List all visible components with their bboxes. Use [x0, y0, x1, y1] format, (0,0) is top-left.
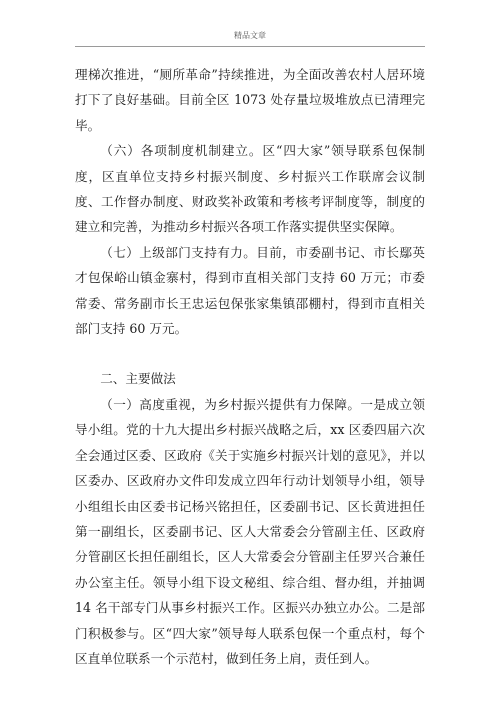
paragraph-superior-support: （七）上级部门支持有力。目前，市委副书记、市长鄢英才包保峪山镇金寨村，得到市直相关部门支持 60 万元；市委常委、常务副市长王忠运包保张家集镇邵棚村，得到市直相关部门支持 60 万元。: [75, 244, 425, 337]
section-heading-main-practices: 二、主要做法: [100, 371, 176, 387]
paragraph-continuation: 理梯次推进，“厕所革命”持续推进，为全面改善农村人居环境打下了良好基础。目前全区 1073 处存量垃圾堆放点已清理完毕。: [75, 67, 425, 133]
page-header: [75, 0, 425, 47]
section-gap: [75, 341, 425, 366]
paragraph-system-mechanism: （六）各项制度机制建立。区“四大家”领导联系包保制度，区直单位支持乡村振兴制度、乡村振兴工作联席会议制度、工作督办制度、财政奖补政策和考核考评制度等，制度的建立和完善，为推动乡村振兴各项工作落实提供坚实保障。: [75, 143, 425, 235]
document-body: [75, 62, 425, 671]
paragraph-high-attention: （一）高度重视，为乡村振兴提供有力保障。一是成立领导小组。党的十九大提出乡村振兴战略之后，xx 区委四届六次全会通过区委、区政府《关于实施乡村振兴计划的意见》，并以区委办、区政府办文件印发成立四年行动计划领导小组，领导小组组长由区委书记杨兴铭担任，区委副书记、区长黄进担任第一副组长，区委副书记、区人大常委会分管副主任、区政府分管副区长担任副组长，区人大常委会分管副主任罗兴合兼任办公室主任。领导小组下设文秘组、综合组、督办组，并抽调 14 名干部专门从事乡村振兴工作。区振兴办独立办公。二是部门积极参与。区“四大家”领导每人联系包保一个重点村，每个区直单位联系一个示范村，做到任务上肩，责任到人。: [75, 396, 425, 666]
header-title: 精品文章: [234, 31, 266, 40]
